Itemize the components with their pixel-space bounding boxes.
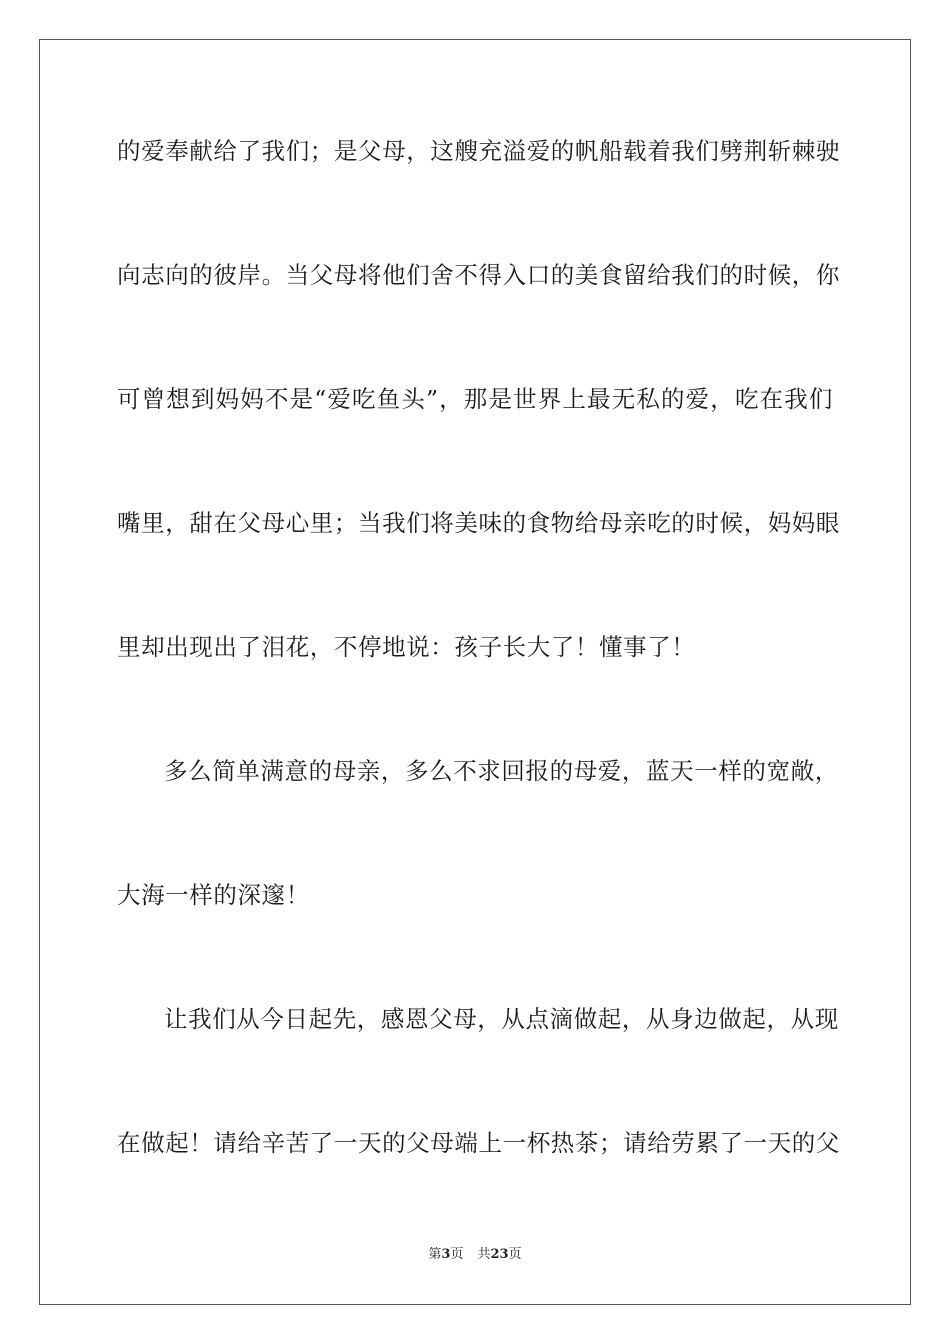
body-text-line-5: 里却出现出了泪花，不停地说：孩子长大了！懂事了！ [117,633,696,661]
paragraph-3-line-2: 在做起！请给辛苦了一天的父母端上一杯热茶；请给劳累了一天的父 [117,1129,840,1157]
paragraph-3-line-1: 让我们从今日起先，感恩父母，从点滴做起，从身边做起，从现 [164,1005,839,1033]
page-border [39,39,911,1305]
current-page-number: 3 [441,1247,451,1262]
total-suffix: 页 [508,1247,522,1262]
total-pages-number: 23 [490,1247,509,1262]
body-text-line-2: 向志向的彼岸。当父母将他们舍不得入口的美食留给我们的时候，你 [117,261,840,289]
page-prefix: 第 [428,1247,442,1262]
body-text-line-1: 的爱奉献给了我们；是父母，这艘充溢爱的帆船载着我们劈荆斩棘驶 [117,137,840,165]
page-suffix: 页 [450,1247,464,1262]
total-prefix: 共 [477,1247,491,1262]
body-text-line-3: 可曾想到妈妈不是“爱吃鱼头”，那是世界上最无私的爱，吃在我们 [117,385,833,413]
paragraph-2-line-2: 大海一样的深邃！ [117,881,310,909]
page-footer [0,1246,950,1264]
body-text-line-4: 嘴里，甜在父母心里；当我们将美味的食物给母亲吃的时候，妈妈眼 [117,509,840,537]
paragraph-2-line-1: 多么简单满意的母亲，多么不求回报的母爱，蓝天一样的宽敞， [164,757,839,785]
